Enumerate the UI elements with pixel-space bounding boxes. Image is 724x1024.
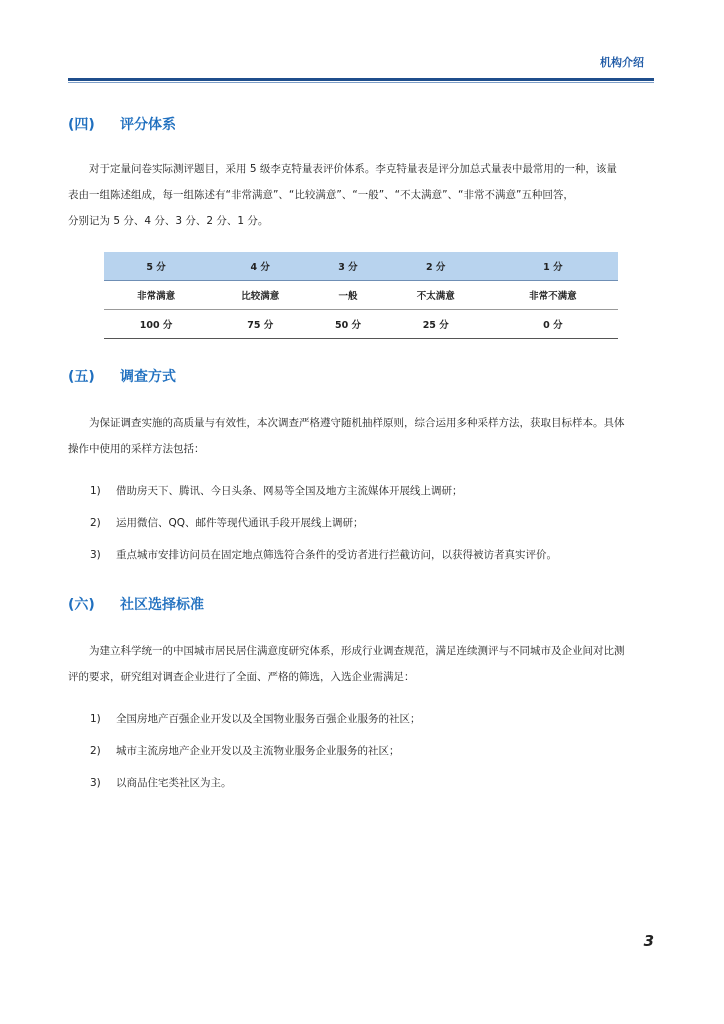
section-title-community-criteria [68,594,204,614]
paragraph-line: 为保证调查实施的高质量与有效性，本次调查严格遵守随机抽样原则，综合运用多种采样方法，获取目标样本。具体 [89,417,625,429]
list-item [90,483,463,498]
list-index: 3) [90,777,101,789]
list-index: 2) [90,517,101,529]
header-rule [68,78,654,83]
table-row [104,281,618,310]
page-number: 3 [643,932,654,950]
table-cell: 不太满意 [384,281,488,310]
scoring-paragraph [68,156,656,234]
section-number: (五) [68,369,95,385]
list-item [90,711,421,726]
list-item [90,775,232,790]
likert-score-table [104,252,618,339]
table-cell: 比较满意 [208,281,312,310]
section-heading: 评分体系 [120,117,176,133]
list-item [90,743,400,758]
list-item [90,547,557,562]
paragraph-line: 分别记为 5 分、4 分、3 分、2 分、1 分。 [68,215,269,227]
survey-method-paragraph [68,410,656,462]
table-cell: 25 分 [384,310,488,339]
section-heading: 调查方式 [120,369,176,385]
list-text: 运用微信、QQ、邮件等现代通讯手段开展线上调研； [116,517,364,529]
table-header-cell: 1 分 [488,252,618,281]
list-text: 借助房天下、腾讯、今日头条、网易等全国及地方主流媒体开展线上调研； [116,485,463,497]
header-rule-thin [68,82,654,83]
header-rule-thick [68,78,654,81]
table-header-cell: 4 分 [208,252,312,281]
list-text: 以商品住宅类社区为主。 [116,777,232,789]
table-cell: 100 分 [104,310,208,339]
table-cell: 50 分 [312,310,383,339]
paragraph-line: 评的要求，研究组对调查企业进行了全面、严格的筛选，入选企业需满足： [68,671,415,683]
table-cell: 一般 [312,281,383,310]
list-index: 2) [90,745,101,757]
section-heading: 社区选择标准 [120,597,204,613]
table-row [104,310,618,339]
table-cell: 75 分 [208,310,312,339]
community-criteria-paragraph [68,638,656,690]
list-index: 3) [90,549,101,561]
section-number: (六) [68,597,95,613]
list-index: 1) [90,485,101,497]
table-cell: 0 分 [488,310,618,339]
paragraph-line: 表由一组陈述组成，每一组陈述有“非常满意”、“比较满意”、“一般”、“不太满意”、“非常不满意”五种回答， [68,189,574,201]
section-title-survey-method [68,366,176,386]
table-header-cell: 5 分 [104,252,208,281]
list-text: 重点城市安排访问员在固定地点筛选符合条件的受访者进行拦截访问，以获得被访者真实评价。 [116,549,557,561]
table-header-cell: 3 分 [312,252,383,281]
table-header-row [104,252,618,281]
paragraph-line: 对于定量问卷实际测评题目，采用 5 级李克特量表评价体系。李克特量表是评分加总式量表中最常用的一种，该量 [89,163,617,175]
header-section-label: 机构介绍 [600,56,644,69]
list-text: 全国房地产百强企业开发以及全国物业服务百强企业服务的社区； [116,713,421,725]
section-number: (四) [68,117,95,133]
paragraph-line: 为建立科学统一的中国城市居民居住满意度研究体系，形成行业调查规范，满足连续测评与不同城市及企业间对比测 [89,645,625,657]
table-header-cell: 2 分 [384,252,488,281]
list-item [90,515,364,530]
table-cell: 非常满意 [104,281,208,310]
section-title-scoring [68,114,176,134]
table-cell: 非常不满意 [488,281,618,310]
list-index: 1) [90,713,101,725]
list-text: 城市主流房地产企业开发以及主流物业服务企业服务的社区； [116,745,400,757]
paragraph-line: 操作中使用的采样方法包括： [68,443,205,455]
